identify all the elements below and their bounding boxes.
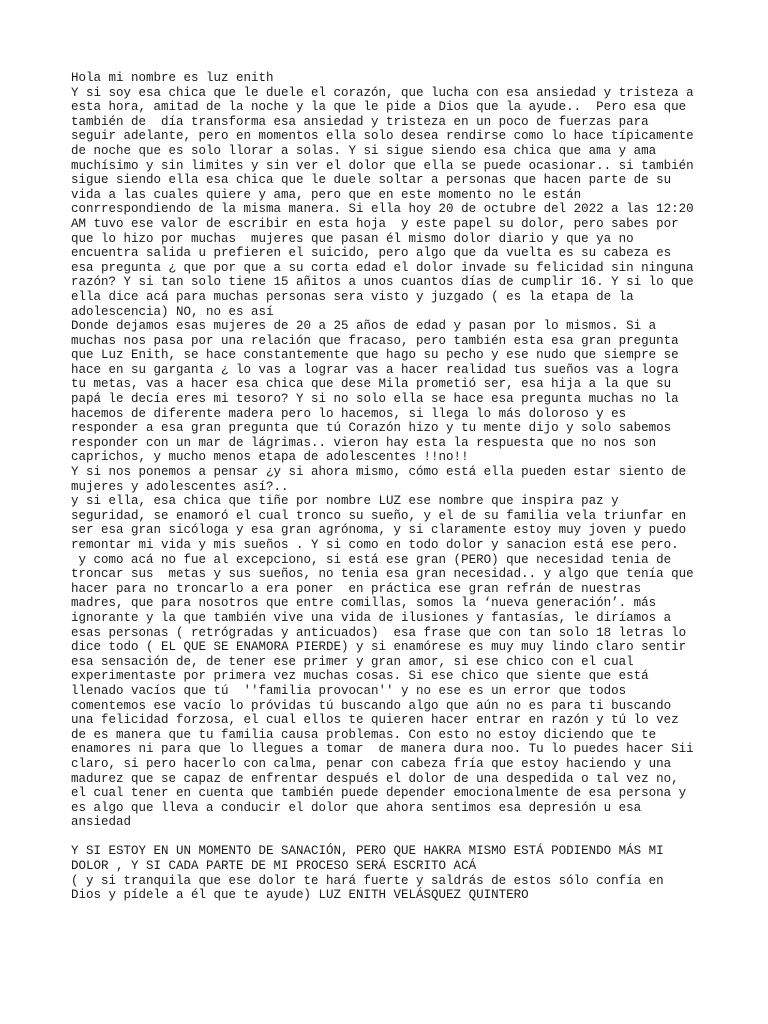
text-line: hacer para no troncarlo a era poner en práctica ese gran refrán de nuestras (71, 581, 642, 596)
paragraph-gap (71, 830, 711, 845)
text-line: hacemos de diferente madera pero lo hacemos, si llega lo más doloroso y es (71, 406, 627, 421)
text-line: Hola mi nombre es luz enith (71, 71, 274, 85)
letter-closing (71, 844, 711, 902)
closing-text-line: Y SI ESTOY EN UN MOMENTO DE SANACIÓN, PERO QUE HAKRA MISMO ESTÁ PODIENDO MÁS MI (71, 844, 664, 859)
text-line: ser esa gran sicóloga y esa gran agrónoma, y si claramente estoy muy joven y puedo (71, 523, 687, 538)
text-line: AM tuvo ese valor de escribir en esta hoja y este papel su dolor, pero sabes por (71, 216, 679, 231)
text-line: de es manera que tu familia causa problemas. Con esto no estoy diciendo que te (71, 727, 657, 742)
text-line: Y si soy esa chica que le duele el corazón, que lucha con esa ansiedad y tristeza a (71, 85, 694, 100)
text-line: y si ella, esa chica que tiñe por nombre LUZ ese nombre que inspira paz y (71, 494, 619, 509)
text-line: adolescencia) NO, no es así (71, 304, 274, 319)
text-line: ella dice acá para muchas personas sera visto y juzgado ( es la etapa de la (71, 289, 634, 304)
text-line: enamores ni para que lo llegues a tomar de manera dura noo. Tu lo puedes hacer Sii (71, 742, 694, 757)
text-line: experimentaste por primera vez muchas cosas. Si ese chico que siente que está (71, 669, 649, 684)
text-line: que Luz Enith, se hace constantemente que hago su pecho y ese nudo que siempre se (71, 348, 679, 363)
text-line: razón? Y si tan solo tiene 15 añitos a unos cuantos días de cumplir 16. Y si lo que (71, 275, 694, 290)
closing-text-line: ( y si tranquila que ese dolor te hará fuerte y saldrás de estos sólo confía en (71, 873, 664, 888)
text-line: Donde dejamos esas mujeres de 20 a 25 años de edad y pasan por lo mismos. Si a (71, 319, 657, 334)
text-line: mujeres y adolescentes así?.. (71, 479, 289, 494)
document-page (71, 71, 711, 903)
closing-text-line: DOLOR , Y SI CADA PARTE DE MI PROCESO SERÁ ESCRITO ACÁ (71, 859, 477, 874)
text-line: llenado vacíos que tú ''familia provocan'' y no ese es un error que todos (71, 683, 627, 698)
text-line: ansiedad (71, 815, 132, 830)
text-line: comentemos ese vacío lo próvidas tú buscando algo que aún no es para ti buscando (71, 698, 672, 713)
text-line: esa pregunta ¿ que por que a su corta edad el dolor invade su felicidad sin ninguna (71, 260, 694, 275)
text-line: conrrespondiendo de la misma manera. Si ella hoy 20 de octubre del 2022 a las 12:20 (71, 202, 694, 217)
text-line: troncar sus metas y sus sueños, no tenia esa gran necesidad.. y algo que tenía que (71, 567, 694, 582)
text-line: responder a esa gran pregunta que tú Corazón hizo y tu mente dijo y solo sabemos (71, 421, 672, 436)
text-line: que lo hizo por muchas mujeres que pasan él mismo dolor diario y que ya no (71, 231, 634, 246)
text-line: y como acá no fue al excepciono, si está ese gran (PERO) que necesidad tenia de (71, 552, 672, 567)
text-line: caprichos, y mucho menos etapa de adolescentes !!no!! (71, 450, 469, 465)
text-line: esa sensación de, de tener ese primer y gran amor, si ese chico con el cual (71, 654, 634, 669)
text-line: seguridad, se enamoró el cual tronco su sueño, y el de su familia vela triunfar en (71, 508, 687, 523)
text-line: esta hora, amitad de la noche y la que le pide a Dios que la ayude.. Pero esa que (71, 100, 687, 115)
text-line: papá le decía eres mi tesoro? Y si no solo ella se hace esa pregunta muchas no la (71, 392, 679, 407)
text-line: madurez que se capaz de enfrentar después el dolor de una despedida o tal vez no, (71, 771, 679, 786)
text-line: es algo que lleva a conducir el dolor que ahora sentimos esa depresión u esa (71, 800, 642, 815)
text-line: claro, si pero hacerlo con calma, penar con cabeza fría que estoy haciendo y una (71, 756, 672, 771)
text-line: encuentra salida u prefieren el suicido, pero algo que da vuelta es su cabeza es (71, 246, 672, 261)
text-line: responder con un mar de lágrimas.. vieron hay esta la respuesta que no nos son (71, 435, 657, 450)
text-line: vida a las cuales quiere y ama, pero que en este momento no le están (71, 187, 582, 202)
text-line: dice todo ( EL QUE SE ENAMORA PIERDE) y si enamórese es muy muy lindo claro sentir (71, 640, 687, 655)
text-line: de noche que es solo llorar a solas. Y si sigue siendo esa chica que ama y ama (71, 143, 657, 158)
closing-text-line: Dios y pídele a él que te ayude) LUZ ENITH VELÁSQUEZ QUINTERO (71, 888, 529, 903)
text-line: muchas nos pasa por una relación que fracaso, pero también esta esa gran pregunta (71, 333, 679, 348)
text-line: sigue siendo ella esa chica que le duele soltar a personas que hacen parte de su (71, 173, 672, 188)
text-line: hace en su garganta ¿ lo vas a lograr vas a hacer realidad tus sueños vas a logra (71, 362, 679, 377)
text-line: ignorante y la que también vive una vida de ilusiones y fantasías, le diríamos a (71, 610, 672, 625)
text-line: seguir adelante, pero en momentos ella solo desea rendirse como lo hace típicamente (71, 129, 694, 144)
text-line: Y si nos ponemos a pensar ¿y si ahora mismo, cómo está ella pueden estar siento de (71, 465, 687, 480)
text-line: el cual tener en cuenta que también puede depender emocionalmente de esa persona y (71, 786, 687, 801)
text-line: también de día transforma esa ansiedad y tristeza en un poco de fuerzas para (71, 114, 649, 129)
text-line: una felicidad forzosa, el cual ellos te quieren hacer entrar en razón y tú lo vez (71, 713, 679, 728)
text-line: esas personas ( retrógradas y anticuados) esa frase que con tan solo 18 letras lo (71, 625, 687, 640)
text-line: madres, que para nosotros que entre comillas, somos la ‘nueva generación’. más (71, 596, 657, 611)
letter-body (71, 71, 711, 830)
text-line: muchísimo y sin limites y sin ver el dolor que ella se puede ocasionar.. si también (71, 158, 694, 173)
text-line: tu metas, vas a hacer esa chica que dese Mila prometió ser, esa hija a la que su (71, 377, 672, 392)
text-line: remontar mi vida y mis sueños . Y si como en todo dolor y sanacion está ese pero. (71, 538, 679, 552)
